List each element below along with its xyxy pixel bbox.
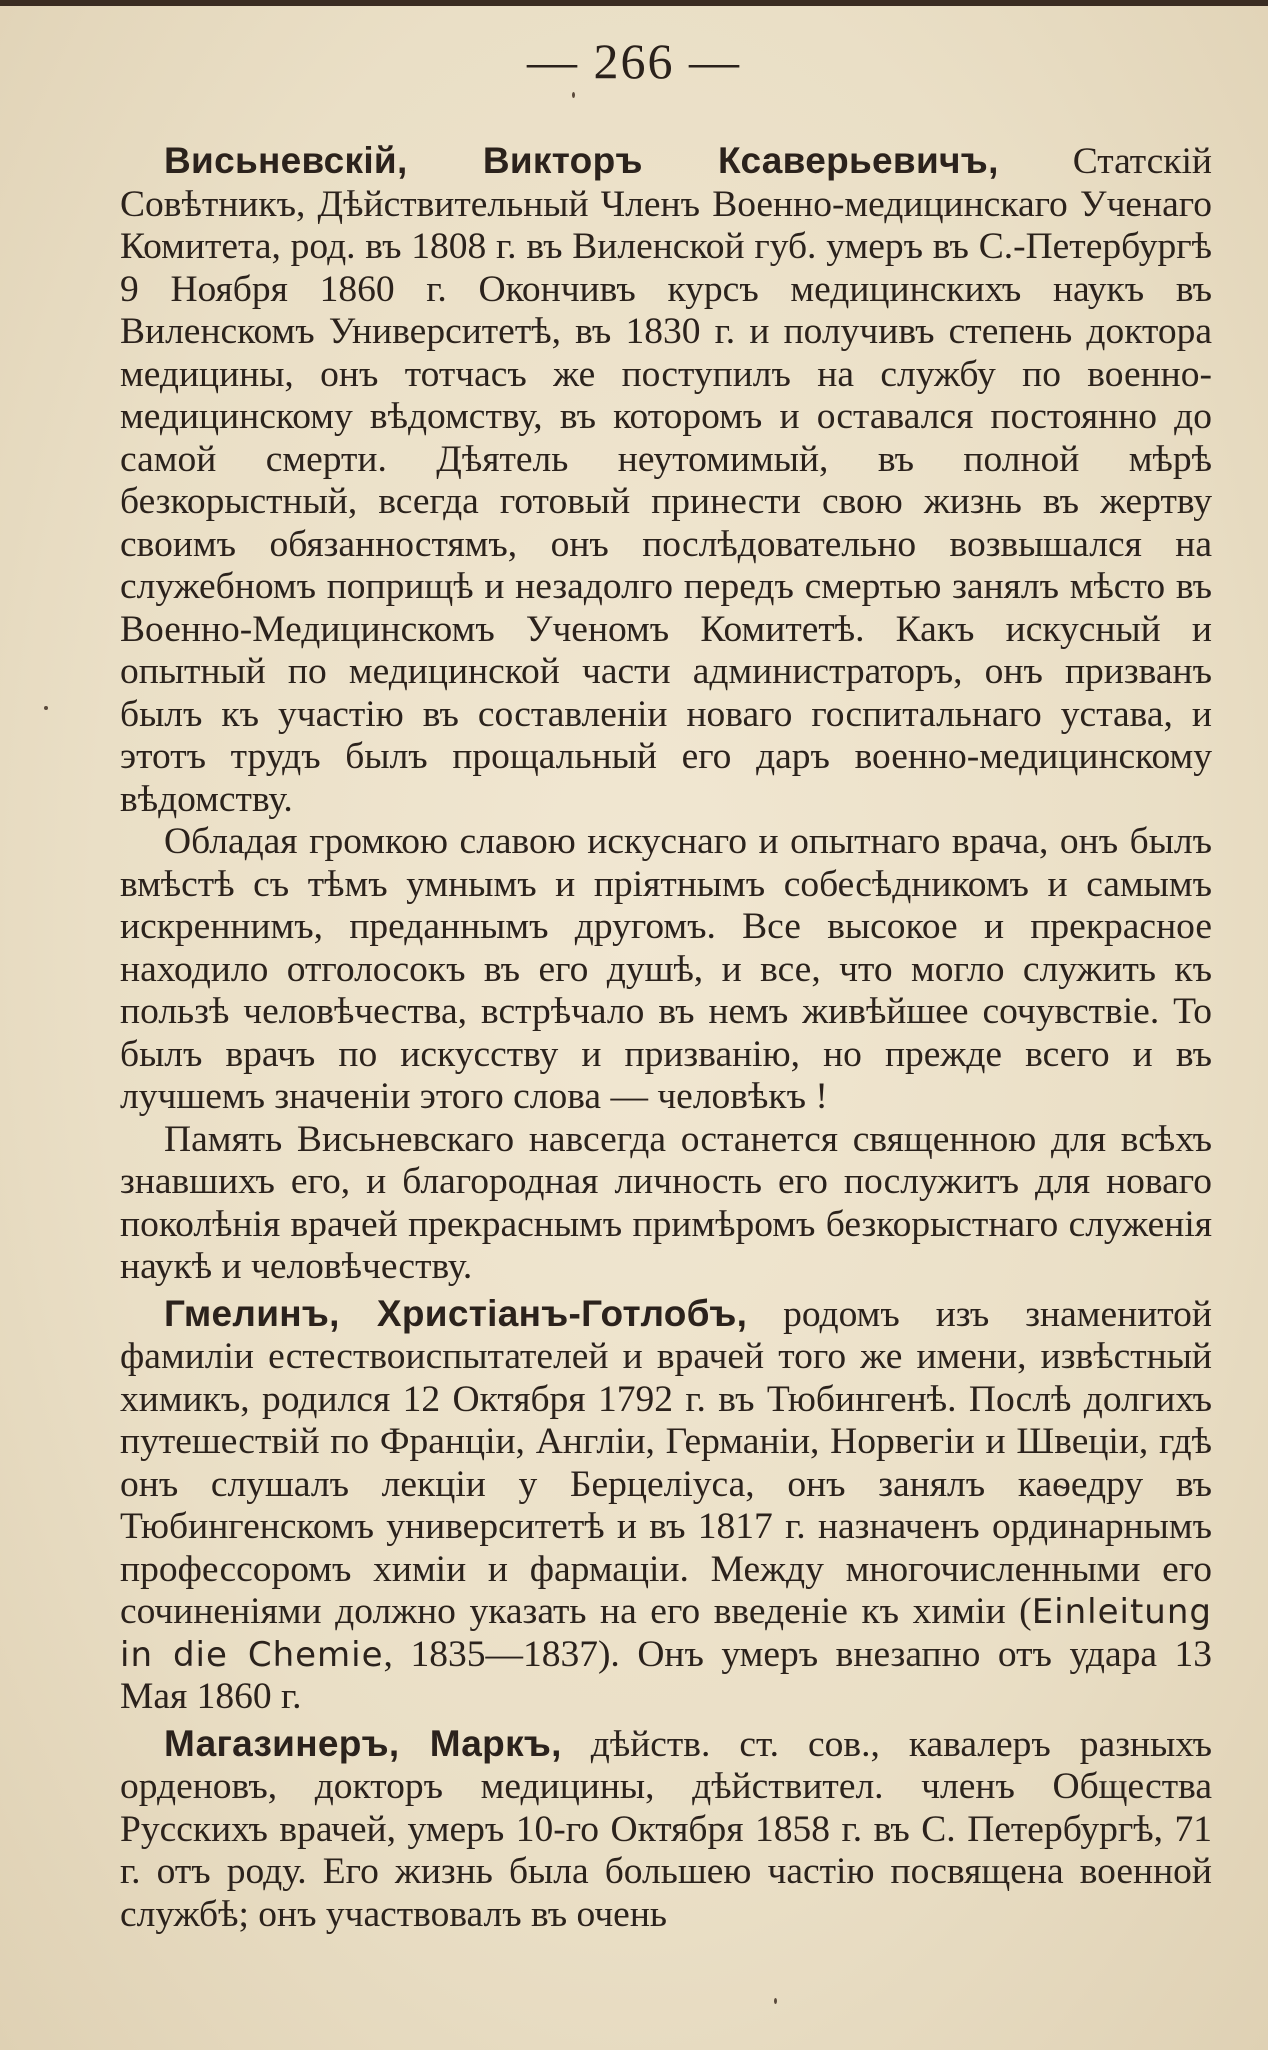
entry-visnevsky-text-2: Обладая громкою славою искуснаго и опытнаго врача, онъ былъ вмѣстѣ съ тѣмъ умнымъ и пріятнымъ собесѣдникомъ и самымъ искреннимъ, преданнымъ другомъ. Все высокое и прекрасное находило отголосокъ въ его душѣ, и все, что могло служить къ пользѣ человѣчества, встрѣчало въ немъ живѣйшее сочувствіе. То былъ врачъ по искусству и призванію, но прежде всего и въ лучшемъ значеніи этого слова — человѣкъ ! (120, 821, 1212, 1117)
entry-gmelin-text-after: , 1835—1837). Онъ умеръ внезапно отъ удара 13 Мая 1860 г. (120, 1633, 1212, 1717)
entry-visnevsky-paragraph-3 (120, 1119, 1212, 1289)
entry-magaziner-paragraph (120, 1723, 1212, 1937)
page-top-edge (0, 0, 1268, 6)
entry-visnevsky-name: Висьневскій, Викторъ Ксаверьевичъ, (164, 140, 999, 181)
text-column (120, 140, 1212, 1936)
entry-gmelin-text-before: родомъ изъ знаменитой фамиліи естествоиспытателей и врачей того же имени, извѣстный химикъ, родился 12 Октября 1792 г. въ Тюбингенѣ. Послѣ долгихъ путешествій по Франціи, Англіи, Германіи, Норвегіи и Швеціи, гдѣ онъ слушалъ лекціи у Берцеліуса, онъ занялъ каѳедру въ Тюбингенскомъ университетѣ и въ 1817 г. назначенъ ординарнымъ профессоромъ химіи и фармаціи. Между многочисленными его сочиненіями должно указать на его введеніе къ химіи ( (120, 1293, 1212, 1632)
paper-speck (572, 92, 575, 98)
entry-magaziner-name: Магазинеръ, Маркъ, (164, 1722, 562, 1764)
entry-gmelin-name: Гмелинъ, Христіанъ-Готлобъ, (164, 1292, 748, 1334)
paper-speck (44, 706, 48, 710)
entry-visnevsky-text-1: Статскій Совѣтникъ, Дѣйствительный Членъ Военно-медицинскаго Ученаго Комитета, род. въ 1808 г. въ Виленской губ. умеръ въ С.-Петербургѣ 9 Ноября 1860 г. Окончивъ курсъ медицинскихъ наукъ въ Виленскомъ Университетѣ, въ 1830 г. и получивъ степень доктора медицины, онъ тотчасъ же поступилъ на службу по военно-медицинскому вѣдомству, въ которомъ и оставался постоянно до самой смерти. Дѣятель неутомимый, въ полной мѣрѣ безкорыстный, всегда готовый принести свою жизнь въ жертву своимъ обязанностямъ, онъ послѣдовательно возвышался на служебномъ поприщѣ и незадолго передъ смертью занялъ мѣсто въ Военно-Медицинскомъ Ученомъ Комитетѣ. Какъ искусный и опытный по медицинской части администраторъ, онъ призванъ былъ къ участію въ составленіи новаго госпитальнаго устава, и этотъ трудъ былъ прощальный его даръ военно-медицинскому вѣдомству. (120, 141, 1212, 820)
paper-speck (774, 1998, 777, 2004)
entry-gmelin-paragraph (120, 1293, 1212, 1719)
entry-visnevsky-text-3: Память Висьневскаго навсегда останется священною для всѣхъ знавшихъ его, и благородная личность его послужитъ для новаго поколѣнія врачей прекраснымъ примѣромъ безкорыстнаго служенія наукѣ и человѣчеству. (120, 1118, 1212, 1287)
page-number: — 266 — (527, 33, 741, 89)
entry-gmelin-book-title: Einleitung in die Chemie (120, 1592, 1212, 1675)
entry-magaziner-text: дѣйств. ст. сов., кавалеръ разныхъ орденовъ, докторъ медицины, дѣйствител. членъ Общества Русскихъ врачей, умеръ 10-го Октября 1858 г. въ С. Петербургѣ, 71 г. отъ роду. Его жизнь была большею частію посвящена военной службѣ; онъ участвовалъ въ очень (120, 1723, 1212, 1935)
entry-visnevsky-paragraph-2 (120, 821, 1212, 1119)
entry-visnevsky-paragraph-1 (120, 140, 1212, 821)
